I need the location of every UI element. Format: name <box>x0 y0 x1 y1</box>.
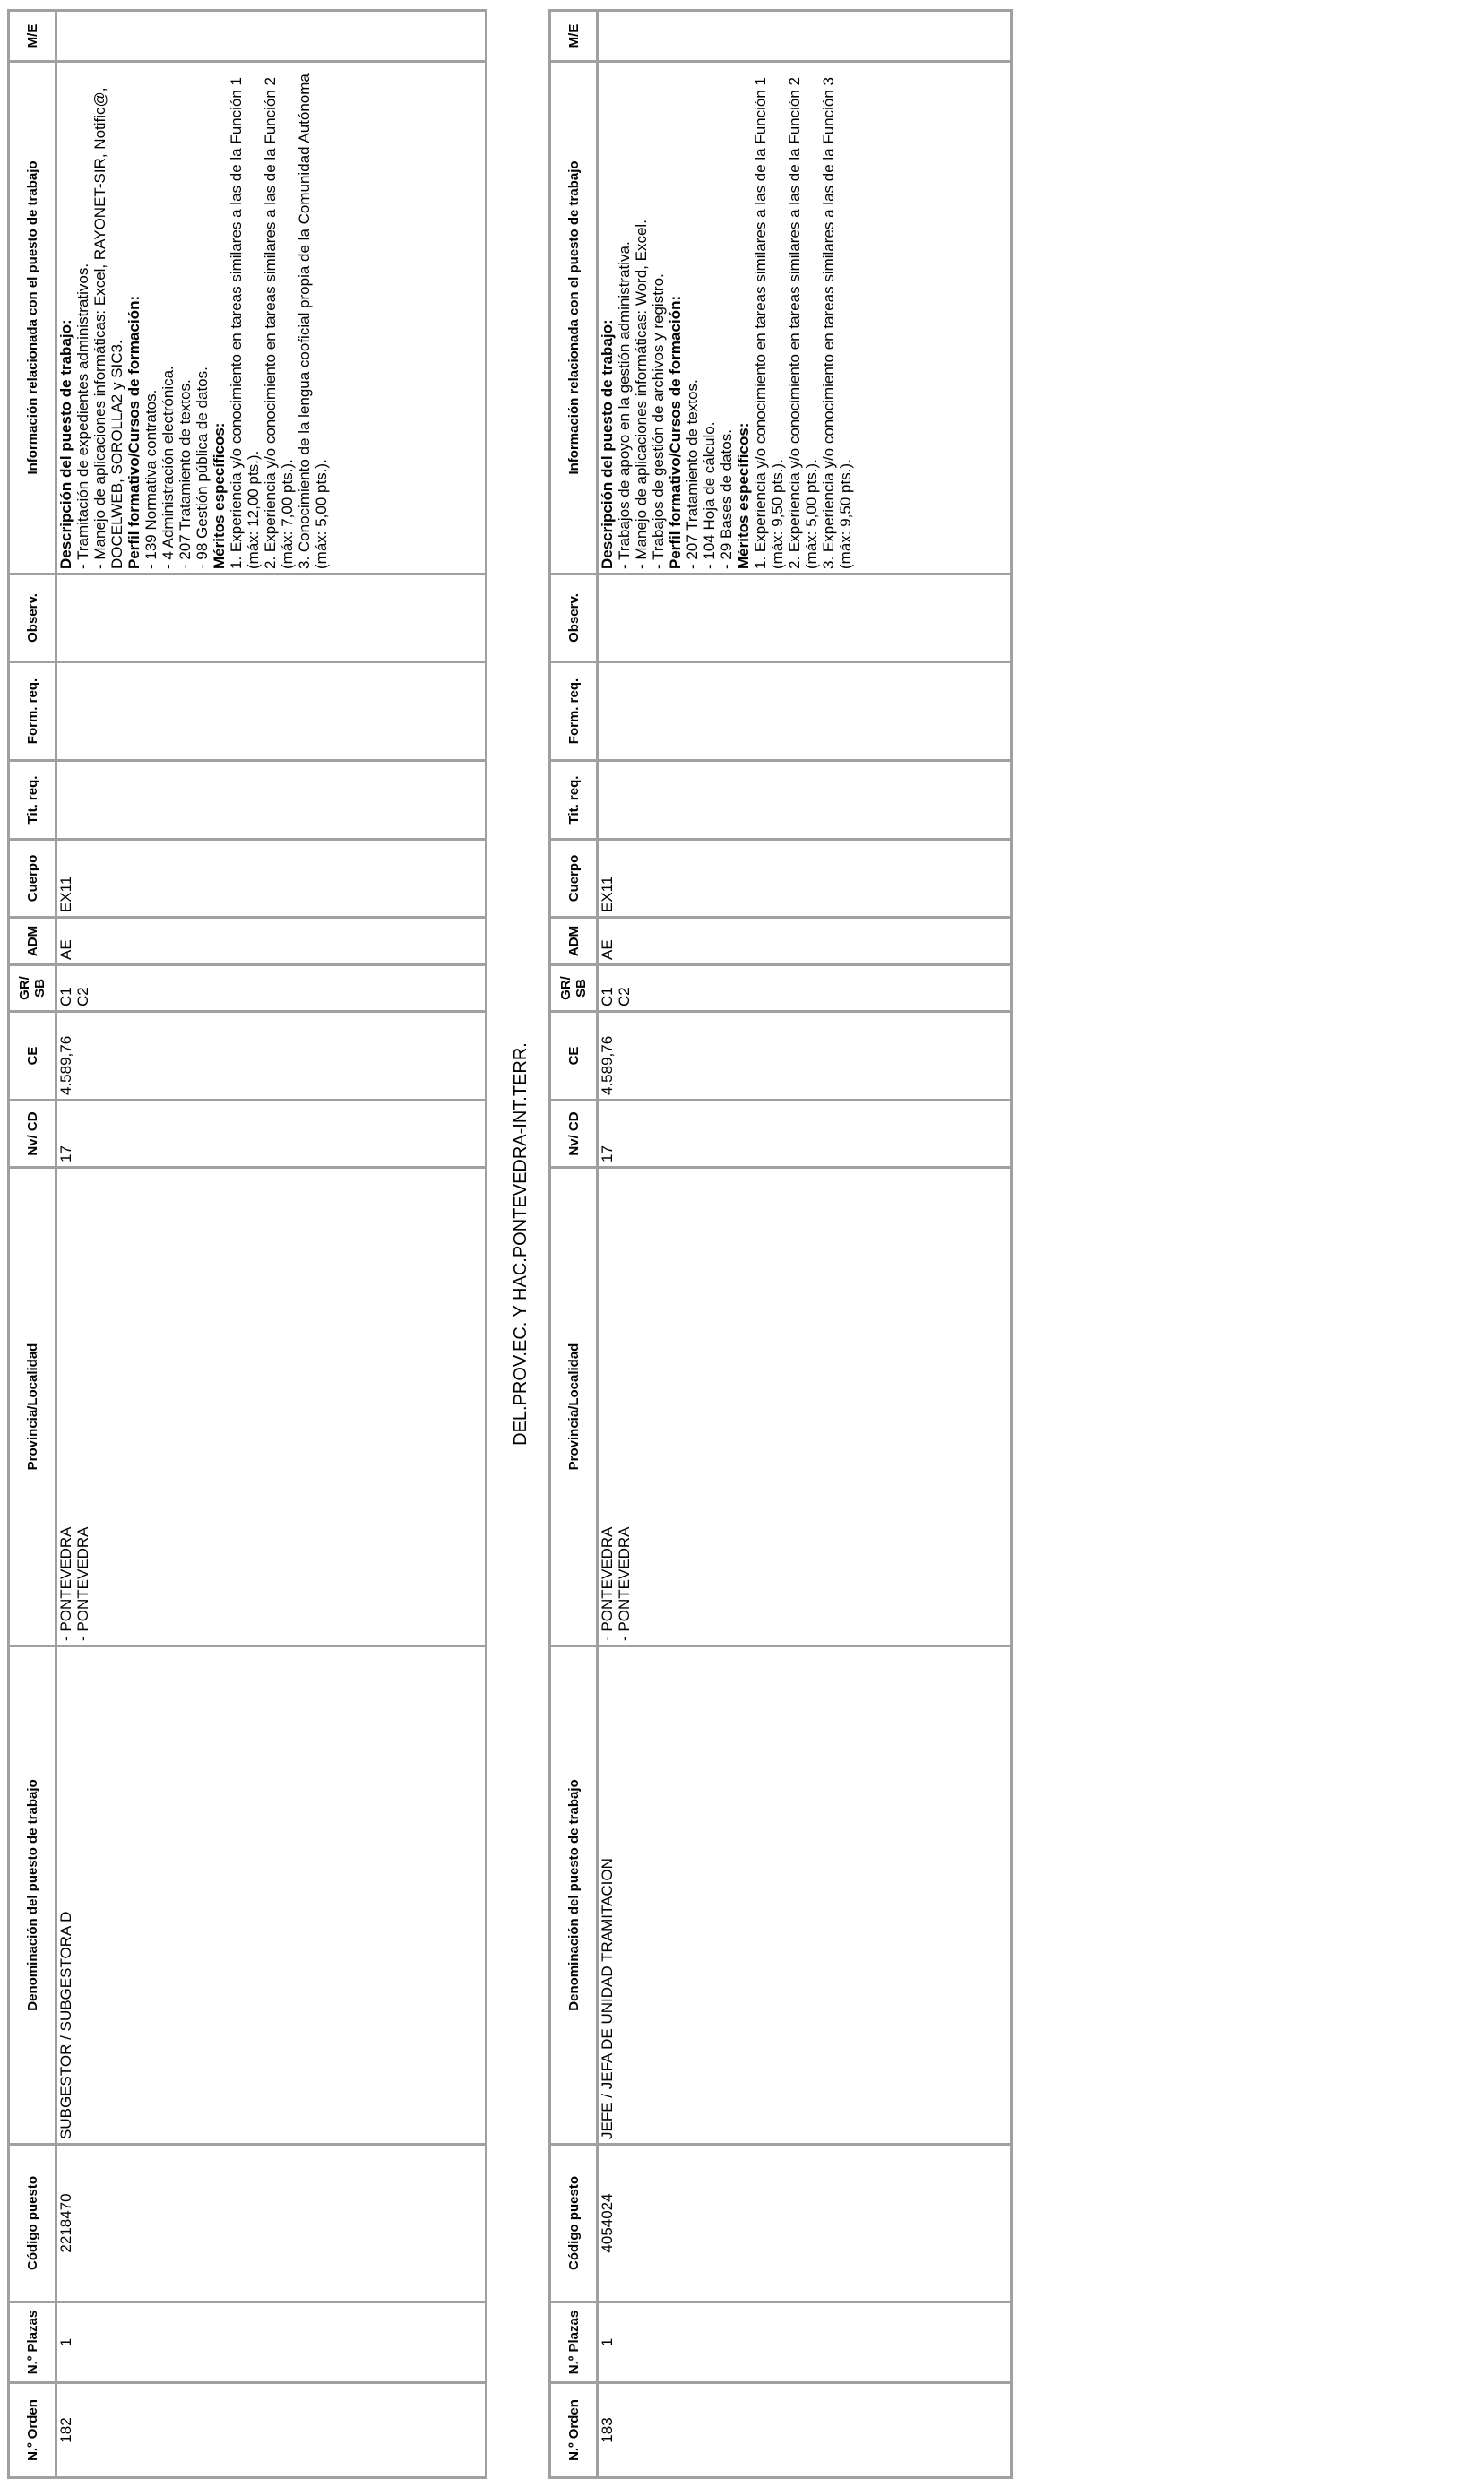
header-plazas: N.º Plazas <box>10 2301 55 2381</box>
header-ce: CE <box>10 1010 55 1099</box>
department-title: DEL.PROV.EC. Y HAC.PONTEVEDRA-INT.TERR. <box>511 1042 531 1446</box>
cell-orden: 182 <box>55 2381 485 2476</box>
cell-observ <box>55 573 485 661</box>
header-nv: Nv/ CD <box>10 1099 55 1166</box>
header-form: Form. req. <box>551 661 596 759</box>
info-line: - Manejo de aplicaciones informáticas: Excel, RAYONET-SIR, Notific@, DOCELWEB, SOROLLA2 y SIC3. <box>91 87 125 569</box>
header-observ: Observ. <box>551 573 596 661</box>
info-line: - 98 Gestión pública de datos. <box>194 367 211 569</box>
header-gr: GR/ SB <box>10 963 55 1010</box>
info-line: - Trabajos de gestión de archivos y registro. <box>650 273 667 569</box>
cell-ce: 4.589,76 <box>55 1010 485 1099</box>
info-line: - 139 Normativa contratos. <box>142 389 160 569</box>
provincia-line: - PONTEVEDRA <box>74 1526 91 1641</box>
cell-observ <box>596 573 1010 661</box>
info-line: - 207 Tratamiento de textos. <box>177 379 194 569</box>
cell-codigo: 2218470 <box>55 2143 485 2301</box>
header-me: M/E <box>24 23 40 48</box>
cell-denominacion: SUBGESTOR / SUBGESTORA D <box>55 1645 485 2143</box>
header-denominacion: Denominación del puesto de trabajo <box>551 1645 596 2143</box>
cell-gr <box>55 963 485 1010</box>
info-line: 1. Experiencia y/o conocimiento en tareas similares a las de la Función 1 (máx: 12,00 pts.). <box>228 76 262 569</box>
header-form: Form. req. <box>10 661 55 759</box>
info-line: 3. Experiencia y/o conocimiento en tareas similares a las de la Función 3 (máx: 9,50 pts.). <box>820 76 854 569</box>
cell-provincia <box>55 1166 485 1645</box>
cell-plazas: 1 <box>55 2301 485 2381</box>
cell-info <box>596 60 1010 573</box>
header-info: Información relacionada con el puesto de trabajo <box>10 60 55 573</box>
info-line: - Manejo de aplicaciones informáticas: Word, Excel. <box>633 220 650 569</box>
cell-codigo: 4054024 <box>596 2143 1010 2301</box>
job-table-1 <box>7 9 487 2479</box>
cell-plazas: 1 <box>596 2301 1010 2381</box>
cell-form <box>55 661 485 759</box>
table-row <box>55 12 485 2476</box>
gr-line: C2 <box>616 987 633 1006</box>
job-table-2 <box>548 9 1013 2479</box>
cell-denominacion: JEFE / JEFA DE UNIDAD TRAMITACION <box>596 1645 1010 2143</box>
header-adm: ADM <box>10 916 55 963</box>
provincia-line: - PONTEVEDRA <box>57 1526 74 1641</box>
header-adm: ADM <box>551 916 596 963</box>
provincia-line: - PONTEVEDRA <box>616 1526 633 1641</box>
cell-cuerpo: EX11 <box>596 838 1010 916</box>
info-line: 3. Conocimiento de la lengua cooficial propia de la Comunidad Autónoma (máx: 5,00 pts.). <box>296 73 330 569</box>
cell-form <box>596 661 1010 759</box>
cell-info <box>55 60 485 573</box>
cell-me <box>55 12 485 60</box>
gr-line: C2 <box>74 987 91 1006</box>
cell-tit <box>596 759 1010 838</box>
cell-gr <box>596 963 1010 1010</box>
info-line: Descripción del puesto de trabajo: <box>57 319 74 569</box>
header-provincia: Provincia/Localidad <box>10 1166 55 1645</box>
cell-adm: AE <box>55 916 485 963</box>
cell-nv: 17 <box>596 1099 1010 1166</box>
info-line: Méritos específicos: <box>735 422 752 569</box>
info-line: - Tramitación de expedientes administrativos. <box>74 263 91 569</box>
info-line: - Trabajos de apoyo en la gestión administrativa. <box>616 241 633 569</box>
header-cuerpo: Cuerpo <box>10 838 55 916</box>
gr-line: C1 <box>599 987 616 1006</box>
cell-tit <box>55 759 485 838</box>
gr-line: C1 <box>57 987 74 1006</box>
header-me: M/E <box>565 23 582 48</box>
header-observ: Observ. <box>10 573 55 661</box>
table-header <box>10 12 57 2476</box>
info-line: 2. Experiencia y/o conocimiento en tareas similares a las de la Función 2 (máx: 7,00 pts.). <box>262 76 296 569</box>
info-line: - 207 Tratamiento de textos. <box>684 379 701 569</box>
table-header <box>551 12 599 2476</box>
header-codigo: Código puesto <box>551 2143 596 2301</box>
info-line: - 4 Administración electrónica. <box>160 366 177 569</box>
cell-me <box>596 12 1010 60</box>
header-info: Información relacionada con el puesto de trabajo <box>551 60 596 573</box>
header-nv: Nv/ CD <box>551 1099 596 1166</box>
cell-ce: 4.589,76 <box>596 1010 1010 1099</box>
info-line: - 29 Bases de datos. <box>718 429 735 569</box>
info-line: Perfil formativo/Cursos de formación: <box>667 295 684 569</box>
header-gr: GR/ SB <box>551 963 596 1010</box>
header-plazas: N.º Plazas <box>551 2301 596 2381</box>
header-ce: CE <box>551 1010 596 1099</box>
info-line: Descripción del puesto de trabajo: <box>599 319 616 569</box>
info-line: Perfil formativo/Cursos de formación: <box>125 295 142 569</box>
provincia-line: - PONTEVEDRA <box>599 1526 616 1641</box>
info-line: 1. Experiencia y/o conocimiento en tareas similares a las de la Función 1 (máx: 9,50 pts.). <box>752 76 786 569</box>
header-orden: N.º Orden <box>551 2381 596 2476</box>
header-cuerpo: Cuerpo <box>551 838 596 916</box>
info-line: 2. Experiencia y/o conocimiento en tareas similares a las de la Función 2 (máx: 5,00 pts.). <box>786 76 820 569</box>
cell-adm: AE <box>596 916 1010 963</box>
info-line: Méritos específicos: <box>211 422 228 569</box>
info-line: - 104 Hoja de cálculo. <box>701 421 718 569</box>
header-orden: N.º Orden <box>10 2381 55 2476</box>
header-codigo: Código puesto <box>10 2143 55 2301</box>
table-row <box>596 12 1010 2476</box>
header-provincia: Provincia/Localidad <box>551 1166 596 1645</box>
header-denominacion: Denominación del puesto de trabajo <box>10 1645 55 2143</box>
cell-orden: 183 <box>596 2381 1010 2476</box>
header-tit: Tit. req. <box>10 759 55 838</box>
header-tit: Tit. req. <box>551 759 596 838</box>
cell-nv: 17 <box>55 1099 485 1166</box>
cell-provincia <box>596 1166 1010 1645</box>
cell-cuerpo: EX11 <box>55 838 485 916</box>
